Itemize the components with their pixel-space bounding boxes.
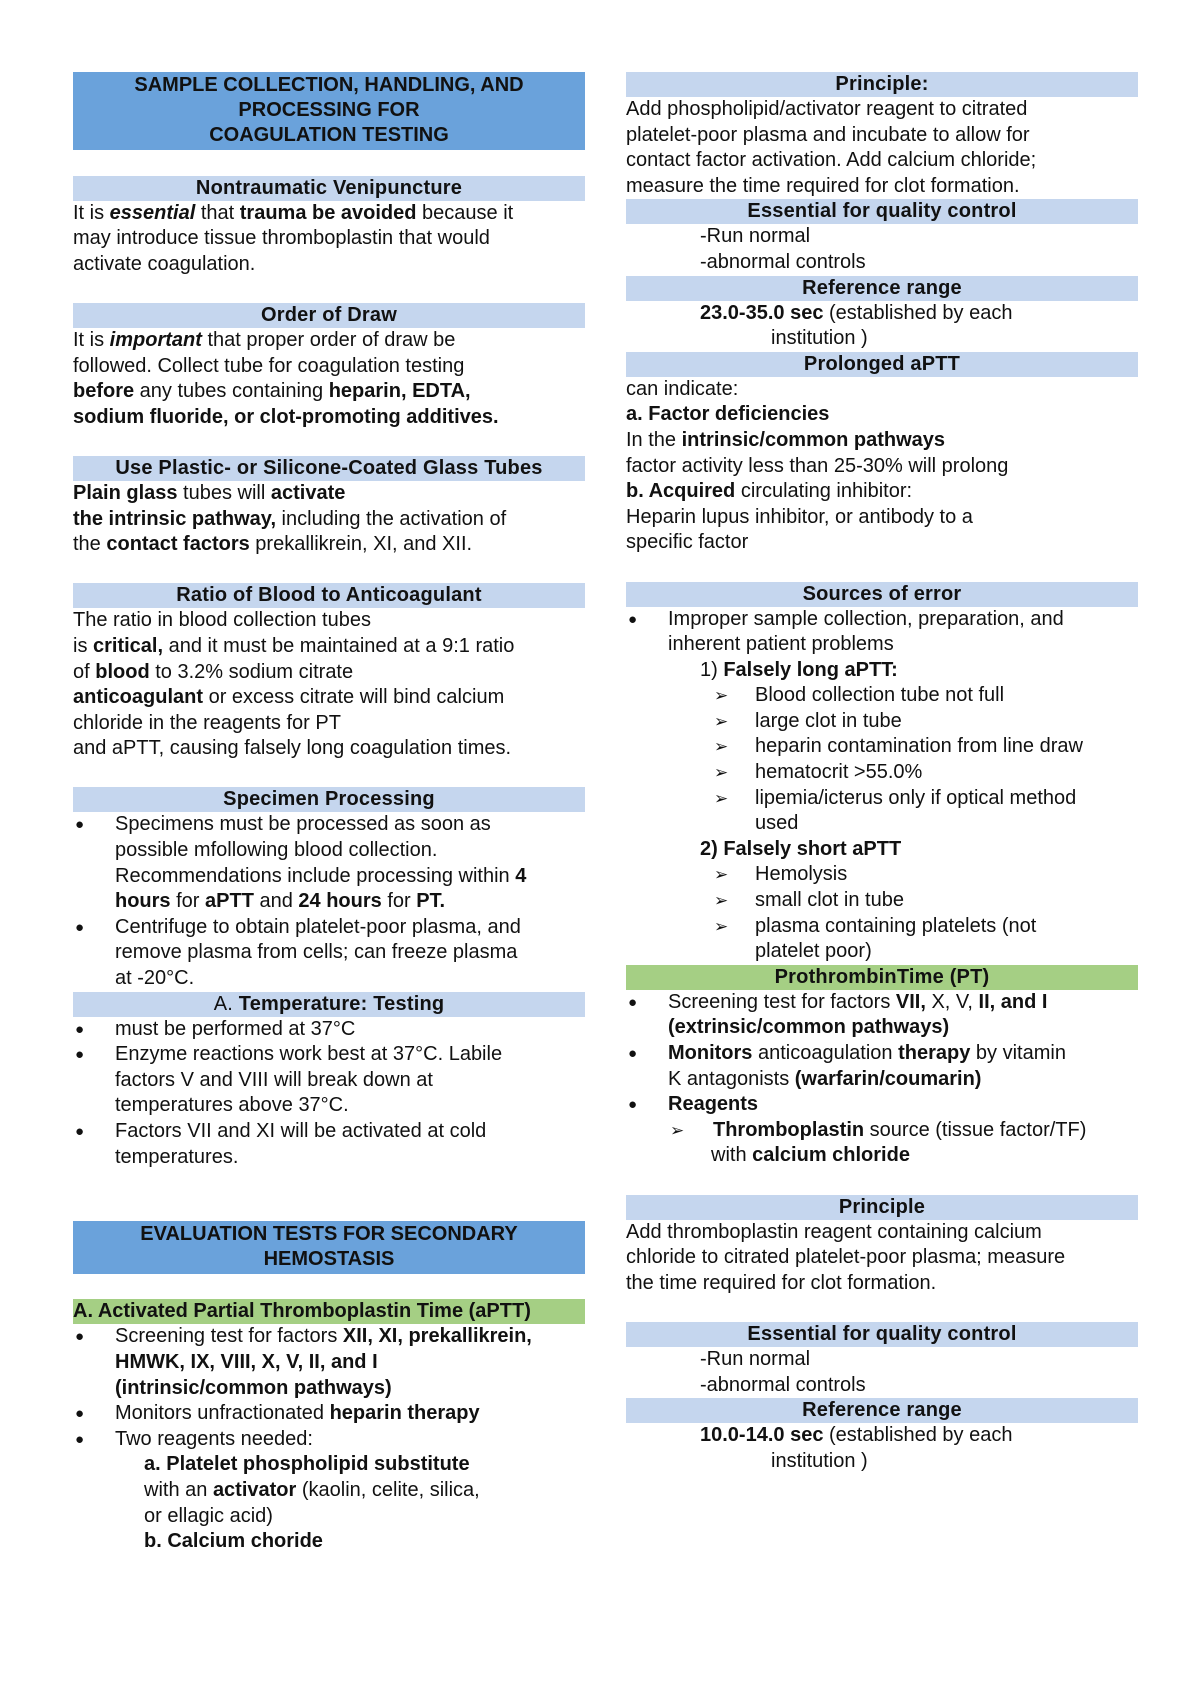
- text-line: institution ): [771, 1449, 868, 1472]
- text-line: of blood to 3.2% sodium citrate: [73, 660, 354, 683]
- falsely-short-heading: 2) Falsely short aPTT: [700, 837, 902, 860]
- text-line: activate coagulation.: [73, 252, 256, 275]
- text-line: It is essential that trauma be avoided because it: [73, 201, 514, 224]
- text-line: -abnormal controls: [700, 1373, 866, 1396]
- text-line: the intrinsic pathway, including the activation of: [73, 507, 507, 530]
- text-line: factor activity less than 25-30% will prolong: [626, 454, 1009, 477]
- text-line: and aPTT, causing falsely long coagulation times.: [73, 737, 512, 760]
- reagent-a: a. Platelet phospholipid substitute: [144, 1453, 470, 1476]
- text-line: It is important that proper order of draw be: [73, 328, 456, 351]
- list-item: ➢ Hemolysis: [626, 862, 1138, 888]
- list-item: ➢ large clot in tube: [626, 709, 1138, 735]
- reference-value: 10.0-14.0 sec (established by each: [700, 1424, 1013, 1447]
- heading-venipuncture: Nontraumatic Venipuncture: [73, 176, 585, 201]
- text-line: -abnormal controls: [700, 250, 866, 273]
- reference-value: 23.0-35.0 sec (established by each: [700, 301, 1013, 324]
- text-line: chloride to citrated platelet-poor plasma; measure: [626, 1246, 1066, 1269]
- list-item: ● Reagents: [626, 1092, 1138, 1118]
- list-item: ● Screening test for factors XII, XI, prekallikrein, HMWK, IX, VIII, X, V, II, and I (intrinsic/common pathways): [73, 1324, 585, 1401]
- text-line: used: [755, 812, 799, 835]
- text-line: The ratio in blood collection tubes: [73, 609, 371, 632]
- list-item: ● Monitors anticoagulation therapy by vitamin K antagonists (warfarin/coumarin): [626, 1041, 1138, 1092]
- text-line: the time required for clot formation.: [626, 1271, 937, 1294]
- reagent-b: b. Calcium choride: [144, 1530, 323, 1553]
- right-column: [626, 72, 1138, 1474]
- list-item: ➢ Blood collection tube not full: [626, 683, 1138, 709]
- heading-principle: Principle:: [626, 72, 1138, 97]
- heading-temperature: A. Temperature: Testing: [73, 992, 585, 1017]
- left-column: [73, 72, 585, 1555]
- text-line: measure the time required for clot formation.: [626, 174, 1020, 197]
- text-line: anticoagulant or excess citrate will bind calcium: [73, 686, 505, 709]
- heading-prothrombin-time: ProthrombinTime (PT): [626, 965, 1138, 990]
- text-line: platelet poor): [755, 940, 872, 963]
- list-item: ➢ hematocrit >55.0%: [626, 760, 1138, 786]
- text-line: a. Factor deficiencies: [626, 403, 830, 426]
- heading-prolonged-aptt: Prolonged aPTT: [626, 352, 1138, 377]
- heading-specimen-processing: Specimen Processing: [73, 787, 585, 812]
- list-item: ➢ heparin contamination from line draw: [626, 734, 1138, 760]
- list-item: ● Monitors unfractionated heparin therapy: [73, 1401, 585, 1427]
- heading-ratio: Ratio of Blood to Anticoagulant: [73, 583, 585, 608]
- list-item: ● Centrifuge to obtain platelet-poor plasma, and remove plasma from cells; can freeze plasma at -20°C.: [73, 915, 585, 992]
- heading-order-of-draw: Order of Draw: [73, 303, 585, 328]
- text-line: or ellagic acid): [144, 1504, 273, 1527]
- text-line: with calcium chloride: [711, 1144, 910, 1167]
- list-item: ● Screening test for factors VII, X, V, II, and I (extrinsic/common pathways): [626, 990, 1138, 1041]
- text-line: Heparin lupus inhibitor, or antibody to a: [626, 505, 973, 528]
- heading-quality-control: Essential for quality control: [626, 199, 1138, 224]
- list-item: ➢ lipemia/icterus only if optical method: [626, 786, 1138, 812]
- heading-tubes: Use Plastic- or Silicone-Coated Glass Tubes: [73, 456, 585, 481]
- main-title: SAMPLE COLLECTION, HANDLING, AND PROCESSING FOR COAGULATION TESTING: [73, 72, 585, 150]
- text-line: Add phospholipid/activator reagent to citrated: [626, 98, 1028, 120]
- text-line: can indicate:: [626, 377, 739, 400]
- text-line: b. Acquired circulating inhibitor:: [626, 480, 913, 503]
- heading-reference-range-pt: Reference range: [626, 1398, 1138, 1423]
- text-line: may introduce tissue thromboplastin that would: [73, 227, 490, 250]
- text-line: Add thromboplastin reagent containing calcium: [626, 1220, 1042, 1243]
- text-line: sodium fluoride, or clot-promoting additives.: [73, 405, 499, 428]
- text-line: with an activator (kaolin, celite, silica,: [144, 1478, 480, 1501]
- text-line: followed. Collect tube for coagulation testing: [73, 354, 465, 377]
- list-item: ● Specimens must be processed as soon as possible mfollowing blood collection. Recommendations include processing within 4 hours for aPTT and 24 hours for PT.: [73, 812, 585, 914]
- text-line: the contact factors prekallikrein, XI, and XII.: [73, 533, 473, 556]
- list-item: ● must be performed at 37°C: [73, 1017, 585, 1043]
- list-item: ● Enzyme reactions work best at 37°C. Labile factors V and VIII will break down at temperatures above 37°C.: [73, 1042, 585, 1119]
- text-line: platelet-poor plasma and incubate to allow for: [626, 123, 1030, 146]
- list-item: ● Two reagents needed:: [73, 1427, 585, 1453]
- text-line: Plain glass tubes will activate: [73, 481, 346, 504]
- evaluation-title: EVALUATION TESTS FOR SECONDARY HEMOSTASIS: [73, 1221, 585, 1274]
- list-item: ➢ Thromboplastin source (tissue factor/TF): [670, 1118, 1087, 1141]
- heading-quality-control-pt: Essential for quality control: [626, 1322, 1138, 1347]
- heading-principle-pt: Principle: [626, 1195, 1138, 1220]
- heading-reference-range: Reference range: [626, 276, 1138, 301]
- heading-sources-of-error: Sources of error: [626, 582, 1138, 607]
- falsely-long-heading: 1) Falsely long aPTT:: [700, 658, 898, 681]
- text-line: institution ): [771, 327, 868, 350]
- text-line: is critical, and it must be maintained at a 9:1 ratio: [73, 634, 515, 657]
- list-item: ➢ plasma containing platelets (not: [626, 914, 1138, 940]
- text-line: -Run normal: [700, 1347, 811, 1370]
- text-line: chloride in the reagents for PT: [73, 711, 341, 734]
- text-line: before any tubes containing heparin, EDTA,: [73, 380, 471, 403]
- list-item: ➢ small clot in tube: [626, 888, 1138, 914]
- text-line: -Run normal: [700, 225, 811, 248]
- text-line: specific factor: [626, 531, 749, 554]
- list-item: ● Improper sample collection, preparation, and inherent patient problems: [626, 607, 1138, 658]
- list-item: ● Factors VII and XI will be activated at cold temperatures.: [73, 1119, 585, 1170]
- text-line: In the intrinsic/common pathways: [626, 428, 945, 451]
- text-line: contact factor activation. Add calcium chloride;: [626, 149, 1037, 172]
- heading-aptt: A. Activated Partial Thromboplastin Time (aPTT): [73, 1299, 585, 1324]
